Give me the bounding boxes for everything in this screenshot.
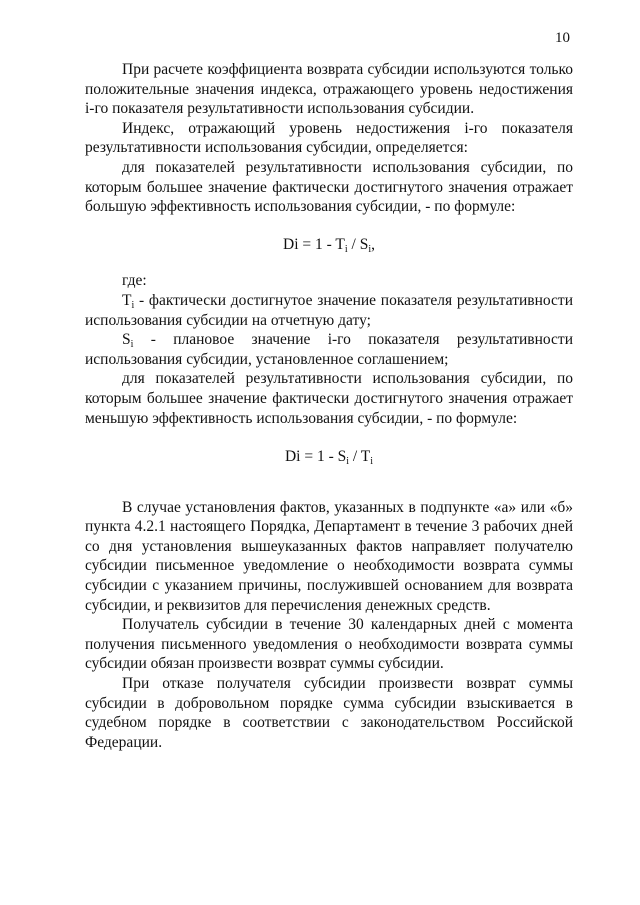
s-definition-text: - плановое значение i-го показателя результативности использования субсидии, установленное соглашением; — [85, 331, 573, 368]
t-symbol: T — [122, 291, 132, 309]
s-subscript: i — [130, 339, 134, 351]
paragraph-greater-is-worse: для показателей результативности использования субсидии, по которым большее значение фактически достигнутого значения отражает меньшую эффективность использования субсидии, - по формуле: — [85, 370, 573, 427]
formula-t-subscript: i — [370, 456, 374, 468]
formula-s-symbol: S — [359, 235, 369, 253]
formula-greater-is-better — [85, 235, 573, 255]
formula-t-symbol: T — [335, 235, 345, 253]
formula-s-symbol: S — [337, 448, 347, 466]
paragraph-index-definition: Индекс, отражающий уровень недостижения i-го показателя результативности использования субсидии, определяется: — [85, 119, 573, 157]
formula-comma: , — [371, 235, 375, 253]
page-number: 10 — [555, 30, 570, 46]
paragraph-return-deadline: Получатель субсидии в течение 30 календарных дней с момента получения письменного уведомления о необходимости возврата суммы субсидии обязан произвести возврат суммы субсидии. — [85, 616, 573, 673]
s-symbol: S — [122, 331, 131, 349]
paragraph-where: где: — [122, 272, 147, 290]
t-subscript: i — [131, 299, 135, 311]
formula-t-symbol: T — [360, 448, 371, 466]
formula-divider: / — [349, 448, 361, 466]
paragraph-greater-is-better: для показателей результативности использования субсидии, по которым большее значение фактически достигнутого значения отражает большую эффективность использования субсидии, - по формуле: — [85, 158, 573, 216]
formula-lhs: Di = 1 - — [284, 448, 338, 466]
formula-greater-is-worse — [85, 447, 573, 467]
paragraph-return-notice: В случае установления фактов, указанных в подпункте «а» или «б» пункта 4.2.1 настоящего Порядка, Департамент в течение 3 рабочих дней со дня установления вышеуказанных фактов направляет получателю субсидии письменное уведомление о необходимости возврата суммы субсидии с указанием причины, послужившей основанием для возврата субсидии, и реквизитов для перечисления денежных средств. — [85, 498, 573, 614]
formula-divider: / — [347, 235, 360, 253]
paragraph-court-recovery: При отказе получателя субсидии произвести возврат суммы субсидии в добровольном порядке сумма субсидии взыскивается в судебном порядке в соответствии с законодательством Российской Федерации. — [85, 675, 573, 751]
paragraph-positive-index: При расчете коэффициента возврата субсидии используются только положительные значения индекса, отражающего уровень недостижения i-го показателя результативности использования субсидии. — [85, 61, 573, 118]
formula-s-subscript: i — [368, 243, 372, 255]
formula-lhs: Di = 1 - — [283, 235, 336, 253]
formula-s-subscript: i — [346, 456, 350, 468]
paragraph-t-definition — [85, 291, 573, 330]
paragraph-s-definition — [85, 330, 573, 369]
document-body — [85, 60, 573, 752]
formula-t-subscript: i — [344, 243, 348, 255]
t-definition-text: - фактически достигнутое значение показателя результативности использования субсидии на отчетную дату; — [85, 291, 573, 329]
